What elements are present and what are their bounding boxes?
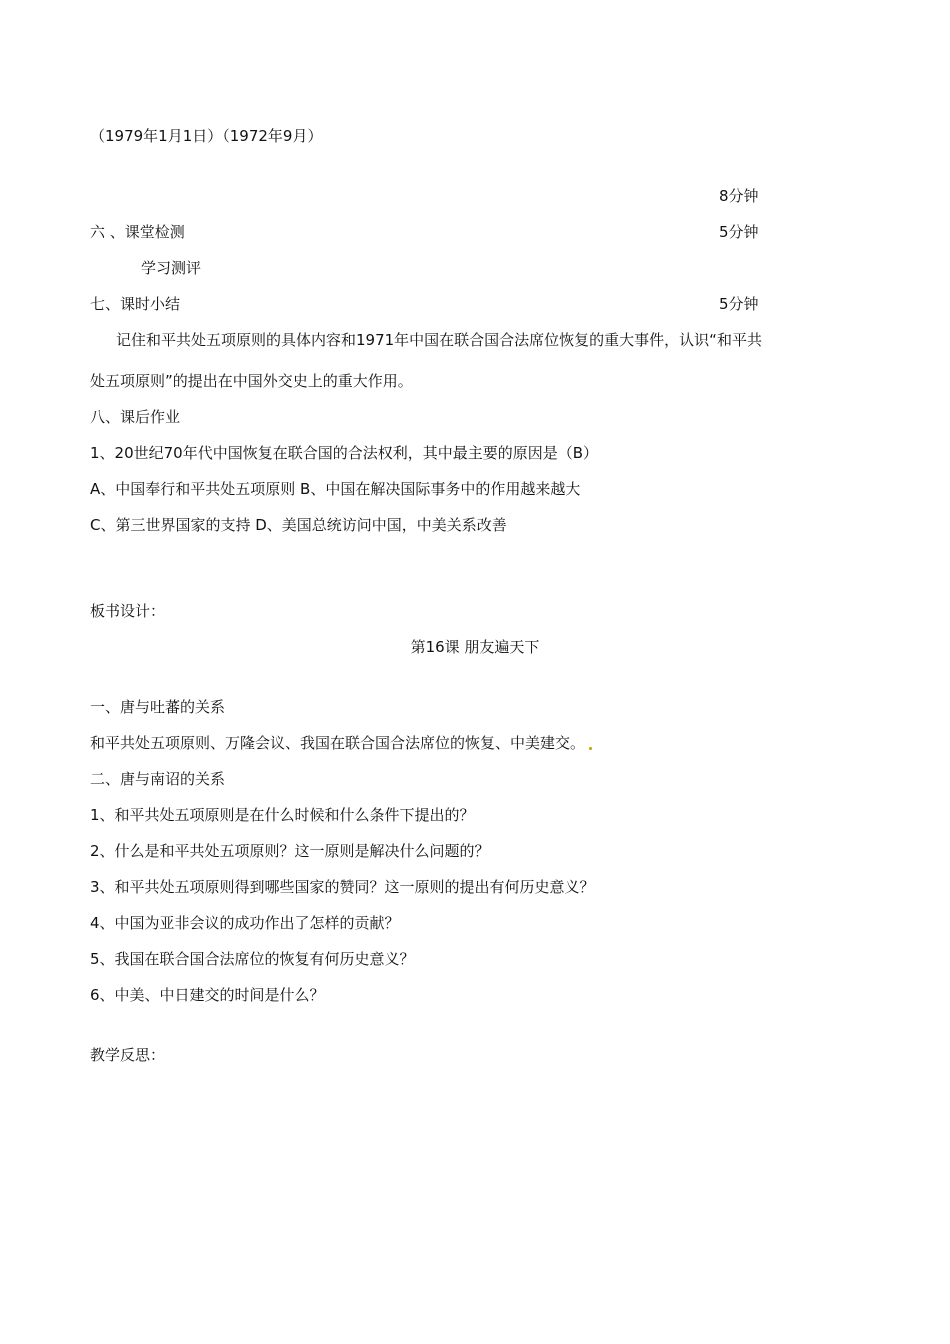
dates-line: （1979年1月1日）（1972年9月）: [90, 127, 323, 145]
question-1: 1、和平共处五项原则是在什么时候和什么条件下提出的？: [90, 806, 475, 824]
stray-dot-mark: [589, 747, 592, 750]
question-4: 4、中国为亚非会议的成功作出了怎样的贡献？: [90, 914, 400, 932]
question-5: 5、我国在联合国合法席位的恢复有何历史意义？: [90, 950, 415, 968]
section-7-time: 5分钟: [719, 295, 759, 313]
teaching-reflection-label: 教学反思：: [90, 1046, 166, 1064]
time-8min: 8分钟: [719, 187, 759, 205]
summary-line-2: 处五项原则”的提出在中国外交史上的重大作用。: [90, 372, 413, 390]
question-2: 2、什么是和平共处五项原则？这一原则是解决什么问题的？: [90, 842, 490, 860]
board-part-1-title: 一、唐与吐蕃的关系: [90, 698, 226, 716]
section-6-subtitle: 学习测评: [141, 259, 202, 277]
section-7-title: 七、课时小结: [90, 295, 181, 313]
homework-options-ab: A、中国奉行和平共处五项原则 B、中国在解决国际事务中的作用越来越大: [90, 480, 581, 498]
homework-options-cd: C、第三世界国家的支持 D、美国总统访问中国，中美关系改善: [90, 516, 507, 534]
summary-line-1: 记住和平共处五项原则的具体内容和1971年中国在联合国合法席位恢复的重大事件，认识“和平共: [116, 331, 762, 349]
section-8-title: 八、课后作业: [90, 408, 181, 426]
question-3: 3、和平共处五项原则得到哪些国家的赞同？这一原则的提出有何历史意义？: [90, 878, 595, 896]
section-6-title: 六 、课堂检测: [90, 223, 185, 241]
board-part-1-text: [90, 733, 592, 753]
question-6: 6、中美、中日建交的时间是什么？: [90, 986, 325, 1004]
section-6-time: 5分钟: [719, 223, 759, 241]
board-part-1-text-content: 和平共处五项原则、万隆会议、我国在联合国合法席位的恢复、中美建交。: [90, 734, 586, 752]
homework-question-1: 1、20世纪70年代中国恢复在联合国的合法权利，其中最主要的原因是（B）: [90, 444, 599, 462]
board-design-label: 板书设计：: [90, 602, 166, 620]
board-part-2-title: 二、唐与南诏的关系: [90, 770, 226, 788]
lesson-title: 第16课 朋友遍天下: [410, 638, 540, 656]
